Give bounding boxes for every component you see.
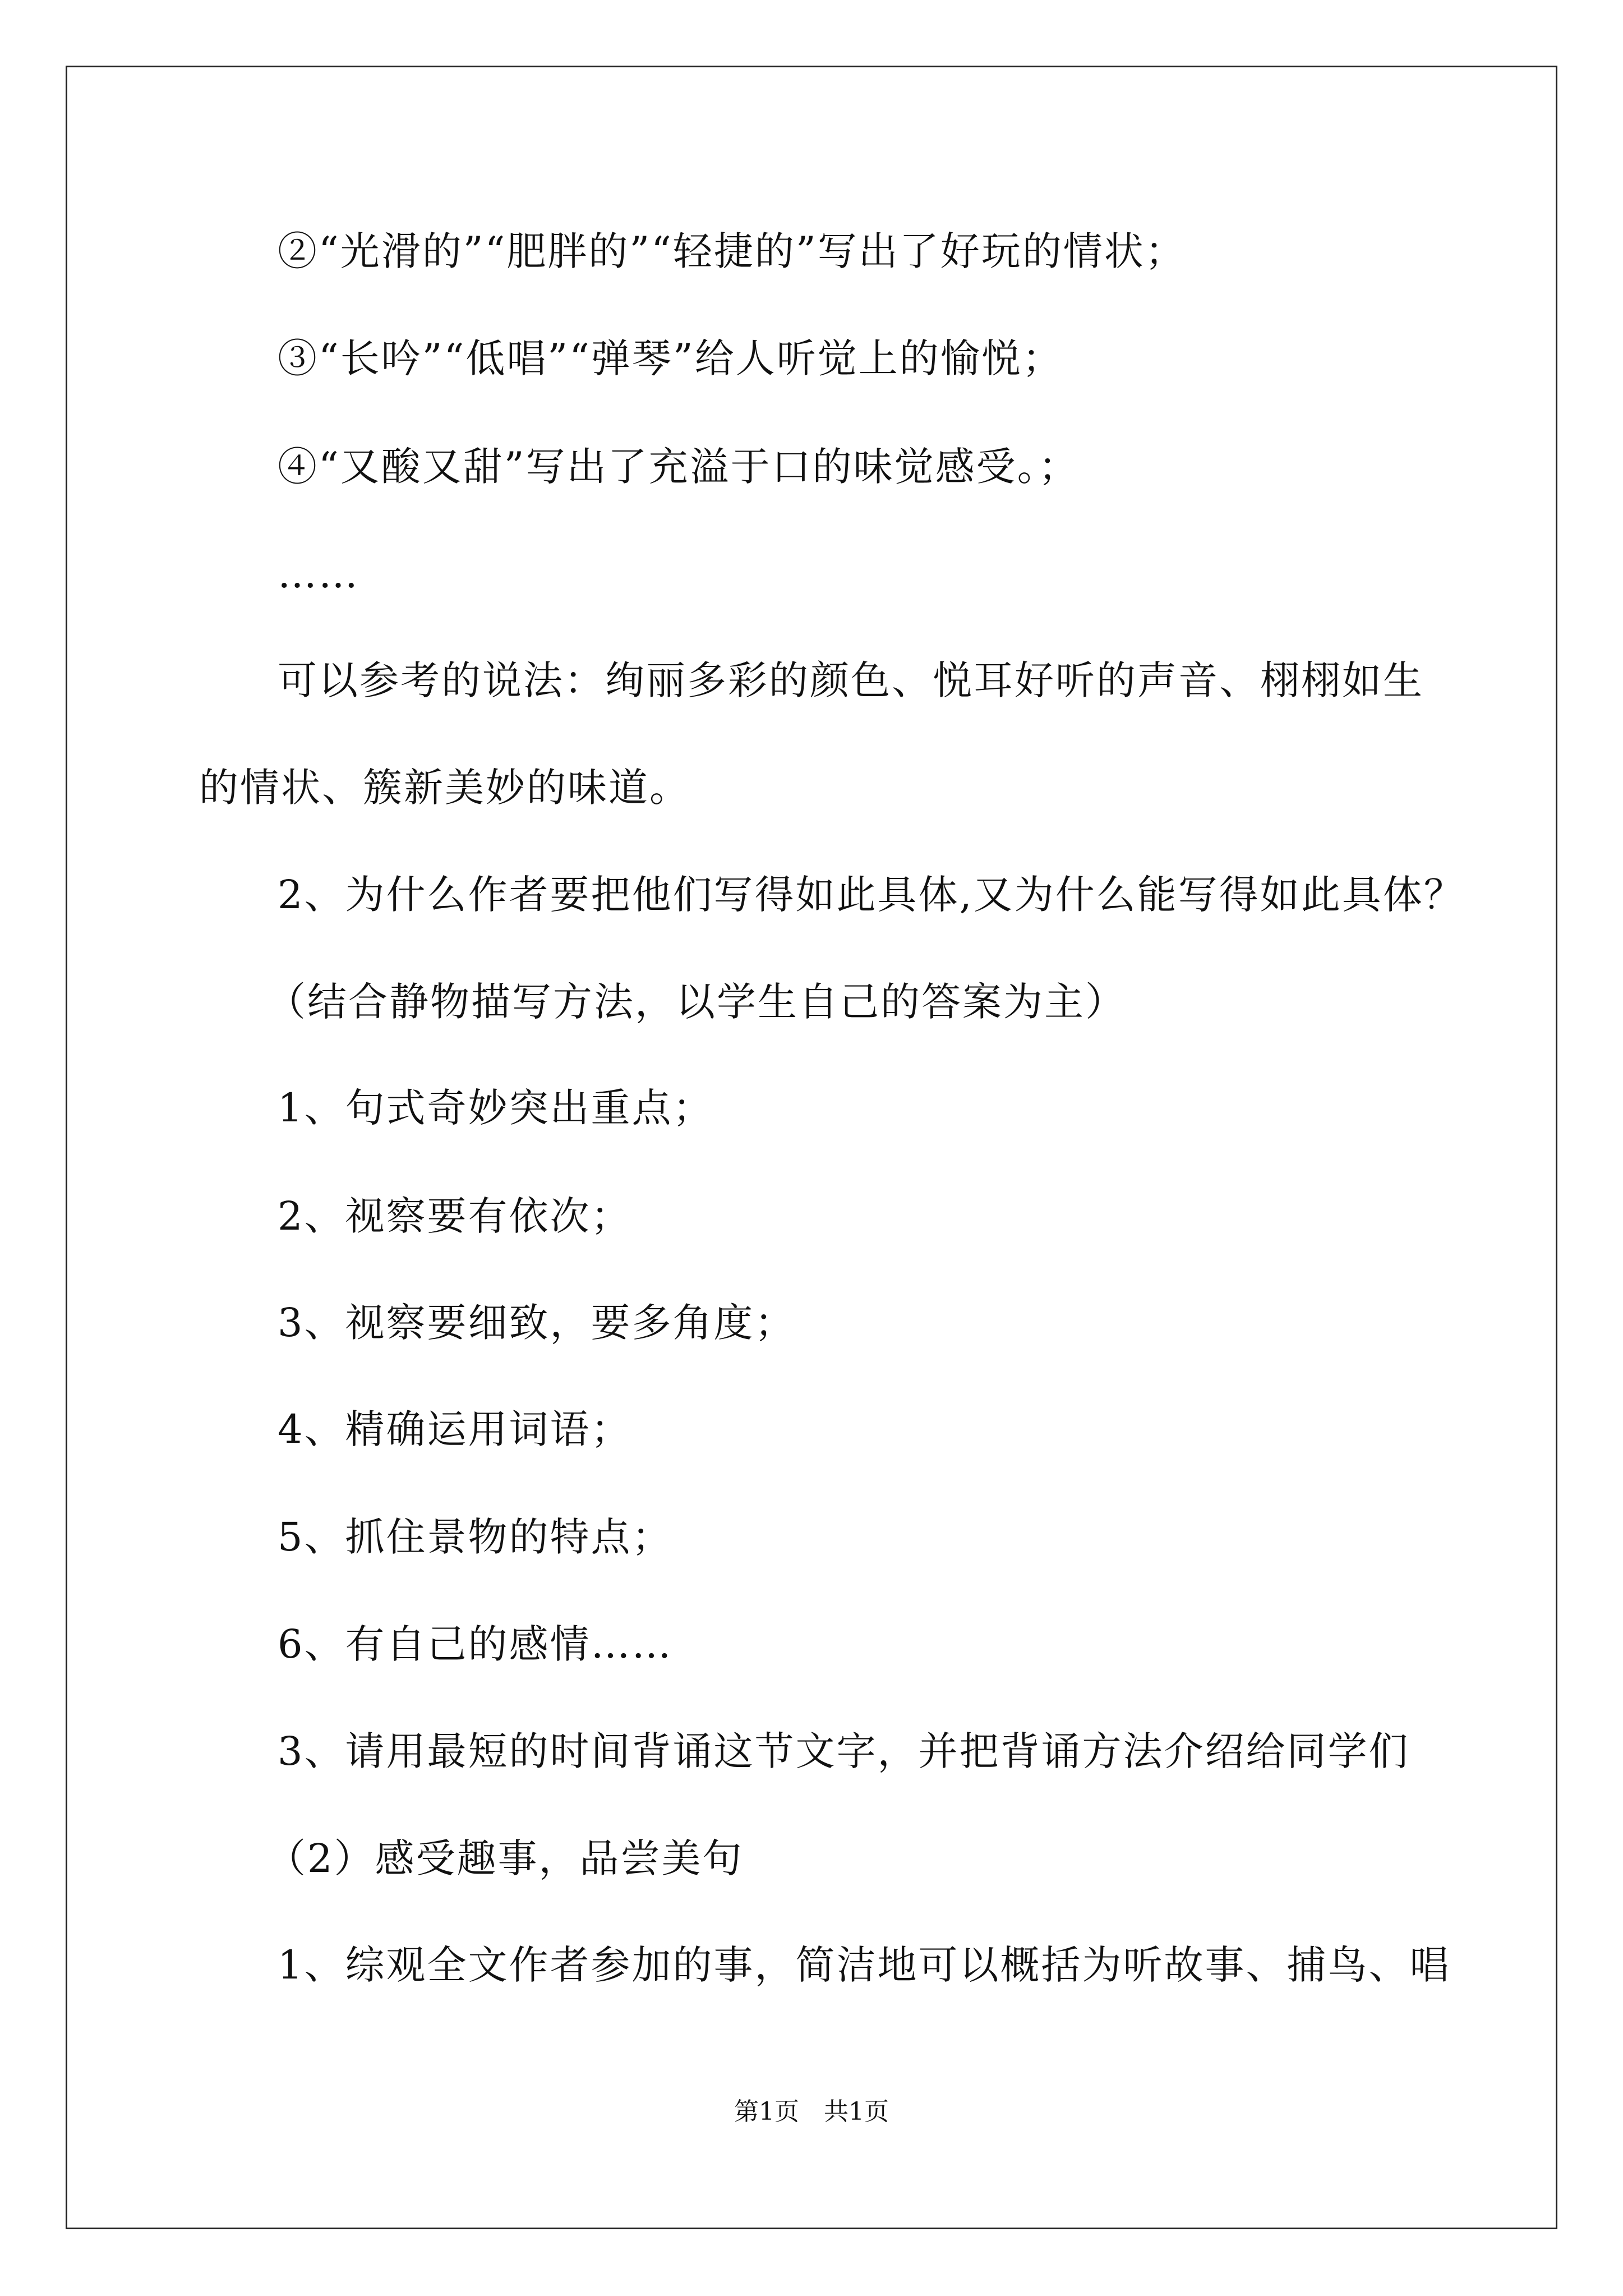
text-line-17: 1、综观全文作者参加的事，简洁地可以概括为听故事、捕鸟、唱 xyxy=(278,1942,1451,1988)
text-line-14: 6、有自己的感情…… xyxy=(278,1621,673,1667)
text-line-12: 4、精确运用词语； xyxy=(278,1406,632,1452)
page-border xyxy=(66,66,1557,2229)
text-line-2: ③“长吟”“低唱”“弹琴”给人听觉上的愉悦； xyxy=(278,335,1063,381)
text-line-10: 2、视察要有依次； xyxy=(278,1193,632,1239)
text-line-6: 的情状、簇新美妙的味道。 xyxy=(199,765,690,811)
text-line-3: ④“又酸又甜”写出了充溢于口的味觉感受。； xyxy=(278,444,1080,490)
page-number-footer: 第1页 共1页 xyxy=(734,2097,889,2126)
text-line-8: （结合静物描写方法，以学生自己的答案为主） xyxy=(266,979,1126,1025)
text-line-9: 1、句式奇妙突出重点； xyxy=(278,1085,714,1131)
text-line-4: …… xyxy=(278,551,359,597)
text-line-1: ②“光滑的”“肥胖的”“轻捷的”写出了好玩的情状； xyxy=(278,228,1186,274)
text-line-16: （2）感受趣事，品尝美句 xyxy=(266,1835,744,1881)
text-line-13: 5、抓住景物的特点； xyxy=(278,1514,673,1560)
text-line-7: 2、为什么作者要把他们写得如此具体,又为什么能写得如此具体？ xyxy=(278,872,1465,918)
text-line-5: 可以参考的说法：绚丽多彩的颜色、悦耳好听的声音、栩栩如生 xyxy=(278,657,1424,703)
text-line-11: 3、视察要细致，要多角度； xyxy=(278,1300,796,1346)
text-line-15: 3、请用最短的时间背诵这节文字，并把背诵方法介绍给同学们 xyxy=(278,1728,1410,1774)
